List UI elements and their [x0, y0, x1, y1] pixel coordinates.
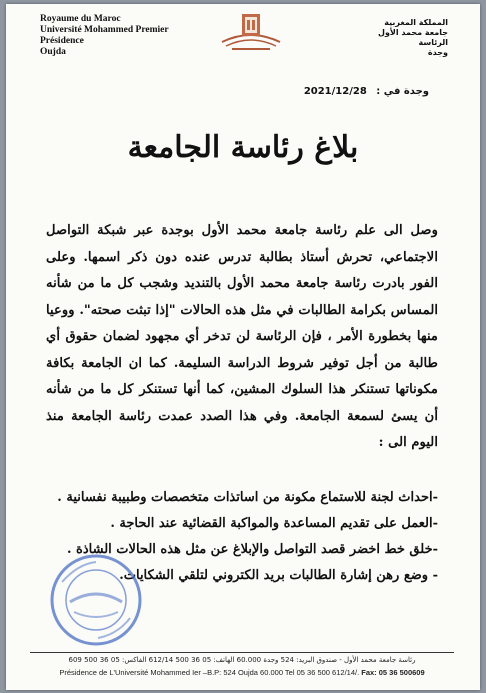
header-arabic-line: وجدة: [427, 48, 448, 57]
list-item: -خلق خط اخضر قصد التواصل والإبلاغ عن مثل هذه الحالات الشاذة .: [67, 542, 438, 557]
list-item: -العمل على تقديم المساعدة والمواكبة القضائية عند الحاجة .: [110, 516, 438, 531]
header-french-line: Université Mohammed Premier: [40, 25, 169, 35]
header-french: [40, 14, 169, 58]
header-arabic: [378, 18, 448, 58]
footer-arabic: رئاسة جامعة محمد الأول - صندوق البريد: 524 وجدة 60.000 الهاتف: 05 36 500 612/14 الفاكس: 05 36 500 609: [68, 656, 416, 664]
university-logo: [218, 8, 284, 54]
date-label: وجدة في :: [376, 86, 429, 97]
header-french-line: Royaume du Maroc: [40, 14, 121, 24]
header-french-line: Oujda: [40, 47, 66, 57]
header-arabic-line: جامعة محمد الأول: [378, 28, 448, 37]
official-stamp: [48, 552, 144, 648]
date-value: 2021/12/28: [303, 86, 367, 97]
header-french-line: Présidence: [40, 36, 84, 46]
list-item: - وضع رهن إشارة الطالبات بريد الكتروني لتلقي الشكايات.: [119, 568, 438, 583]
body-paragraph: وصل الى علم رئاسة جامعة محمد الأول بوجدة عبر شبكة التواصل الاجتماعي، تحرش أستاذ بطالبة تدرس عنده دون ذكر اسمها. وعلى الفور بادرت رئاسة جامعة محمد الأول بالتنديد وشجب كل ما من شأنه المساس بكرامة الطالبات في مثل هذه الحالات "إذا تبثت صحته". ووعيا منها بخطورة الأمر ، فإن الرئاسة لن تدخر أي مجهود لضمان حقوق أي طالبة من أجل توفير شروط الدراسة السليمة. كما ان الجامعة بكافة مكوناتها تستنكر هذا السلوك المشين، كما أنها تستنكر كل ما من شأنه أن يسئ لسمعة الجامعة. وفي هذا الصدد عمدت رئاسة الجامعة منذ اليوم الى :: [46, 223, 438, 450]
announcement-body: [46, 218, 438, 457]
list-item: -احداث لجنة للاستماع مكونة من اساتذات متخصصات وطبيبة نفسانية .: [57, 490, 438, 505]
header-arabic-line: الرئاسة: [418, 38, 448, 47]
header-arabic-line: المملكة المغربية: [384, 18, 448, 27]
date-line: [54, 86, 429, 100]
page-title: بلاغ رئاسة الجامعة: [127, 130, 359, 165]
footer-address: Présidence de L'Université Mohammed Ier –B.P: 524 Oujda 60.000 Tel 05 36 500 612/14/.: [59, 668, 362, 677]
footer-french: [30, 668, 454, 677]
footer-fax: Fax: 05 36 500609: [361, 668, 425, 677]
footer-divider: [30, 652, 454, 653]
